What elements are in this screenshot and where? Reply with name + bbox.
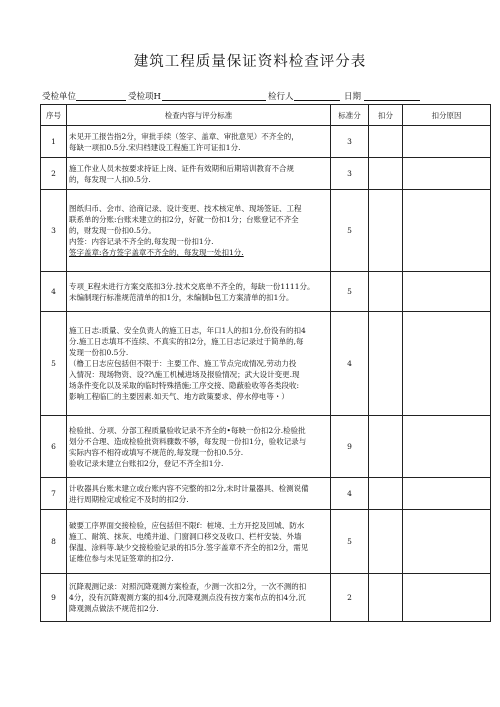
row-reason-cell[interactable] xyxy=(403,312,491,416)
table-row xyxy=(41,510,491,574)
criteria-line: （橹工日志应包括但不限于：主要工作、施工节点完成情况,劳动力投 xyxy=(69,359,297,368)
unit-label: 受检单位 xyxy=(42,92,77,102)
criteria-line: 实际内容不相符或填写不规范的,每发现一份扣0.5分. xyxy=(69,447,244,457)
row-reason-cell[interactable] xyxy=(403,574,491,622)
criteria-line: 的，每发现一人扣0.5分. xyxy=(69,174,151,184)
table-row xyxy=(41,126,491,158)
criteria-line: 的，财发现一份扣0.5分。 xyxy=(69,226,156,235)
row-criteria xyxy=(67,126,331,158)
criteria-line: 入情况：现场物资、设??\施工机械进场及报验情况；武大设计变更.现 xyxy=(69,370,300,379)
criteria-line: 破要工序界面交接检验，应包括但不限f：桩境、土方开挖及回城、防水 xyxy=(69,520,305,530)
row-standard-score: 2 xyxy=(331,574,369,622)
criteria-line: 4分，没有沉降观测方案的扣4分,沉降观测点没有按方案布点的扣4分,沉 xyxy=(69,593,306,602)
table-row xyxy=(41,158,491,190)
row-reason-cell[interactable] xyxy=(403,126,491,158)
criteria-line: 每缺一项扣0.5分.宋归档建设工程施工许可证扣1分. xyxy=(69,142,241,152)
row-number: 7 xyxy=(41,478,67,510)
criteria-line: 进行周期检定或检定不及时的扣2分. xyxy=(69,494,189,504)
criteria-line: 图纸归币、会市、洽商记录、设计变更、技术核定单、现场签证、工程 xyxy=(69,204,302,213)
row-criteria xyxy=(67,190,331,272)
row-number: 4 xyxy=(41,272,67,312)
date-label: 日期 xyxy=(344,92,362,102)
row-number: 3 xyxy=(41,190,67,272)
unit-blank xyxy=(76,100,126,101)
table-header-row xyxy=(41,105,491,126)
criteria-line: 影响工程临匚的主要因素.如天气、地方政策要求、停水停电等・） xyxy=(69,392,289,401)
row-criteria xyxy=(67,312,331,416)
date-blank xyxy=(364,100,420,101)
criteria-line: 施工、耐筑、抹灰、电缆井道、门窗洞口移交及收口、栏杆安装、外墙 xyxy=(69,531,302,541)
inspector-label: 检行人 xyxy=(268,92,294,102)
row-number: 9 xyxy=(41,574,67,622)
row-deduction-cell[interactable] xyxy=(369,126,403,158)
criteria-line: 签字盖章:各方签字盖章不齐全的，每发现一处扣1分. xyxy=(69,248,244,257)
col-header-content: 检查内容与评分标准 xyxy=(67,105,331,126)
row-reason-cell[interactable] xyxy=(403,272,491,312)
criteria-line: 保温、涂料等.缺少交接检验记录的扣5分.签字盖章不齐全的扣2分，需见 xyxy=(69,542,309,552)
row-number: 8 xyxy=(41,510,67,574)
criteria-line: 未见开工报告指2分，审批手续（签字、盖章、审批意见）不齐全的， xyxy=(69,131,299,141)
score-table xyxy=(40,104,491,622)
row-deduction-cell[interactable] xyxy=(369,510,403,574)
row-deduction-cell[interactable] xyxy=(369,190,403,272)
criteria-line: 沉降观测记录：对照沉降观测方案检查，少测一次扣2分，一次不测的扣 xyxy=(69,582,307,591)
row-standard-score: 5 xyxy=(331,190,369,272)
row-number: 6 xyxy=(41,416,67,478)
row-standard-score: 4 xyxy=(331,312,369,416)
criteria-line: 降观测点做法不规范扣2分. xyxy=(69,604,159,613)
project-label: 受检项H xyxy=(128,92,161,102)
row-standard-score: 5 xyxy=(331,272,369,312)
row-reason-cell[interactable] xyxy=(403,190,491,272)
row-deduction-cell[interactable] xyxy=(369,478,403,510)
row-standard-score: 3 xyxy=(331,158,369,190)
row-number: 5 xyxy=(41,312,67,416)
criteria-line: 施工作业人员未按要求持证上岗、证件有效期和后期培训教育不合规 xyxy=(69,163,294,173)
criteria-line: 划分不合理、造成检验批资料骤数不够，每发现一份扣1分，验收记录与 xyxy=(69,436,307,446)
col-header-deduct: 扣分 xyxy=(369,105,403,126)
document-title: 建筑工程质量保证资料检查评分表 xyxy=(133,54,367,70)
row-deduction-cell[interactable] xyxy=(369,574,403,622)
row-number: 2 xyxy=(41,158,67,190)
col-header-no: 序号 xyxy=(41,105,67,126)
row-standard-score: 9 xyxy=(331,416,369,478)
row-number: 1 xyxy=(41,126,67,158)
row-deduction-cell[interactable] xyxy=(369,416,403,478)
row-standard-score: 5 xyxy=(331,510,369,574)
criteria-line: 内签：内容记录不齐全的,每发现一份扣1分. xyxy=(69,237,214,246)
row-standard-score: 3 xyxy=(331,126,369,158)
row-criteria xyxy=(67,478,331,510)
inspector-blank xyxy=(294,100,340,101)
table-row xyxy=(41,190,491,272)
row-standard-score: 4 xyxy=(331,478,369,510)
inspection-header xyxy=(42,90,482,104)
row-reason-cell[interactable] xyxy=(403,478,491,510)
col-header-reason: 扣分原因 xyxy=(403,105,491,126)
col-header-score: 标准分 xyxy=(331,105,369,126)
row-criteria xyxy=(67,574,331,622)
table-row xyxy=(41,574,491,622)
criteria-line: 场条件变化以及采取的临时特殊措施;工序交接、隐蔽验收等各类段收: xyxy=(69,381,300,390)
criteria-line: 施工日志:质量、安全负责人的施工日志，年口1人的扣1分,份没有的扣4 xyxy=(69,326,306,335)
row-reason-cell[interactable] xyxy=(403,416,491,478)
row-criteria xyxy=(67,158,331,190)
criteria-line: 专项_E程未进行方案交底扣3分.技术交底单不齐全的，每缺一份1111分。 xyxy=(69,281,315,291)
row-deduction-cell[interactable] xyxy=(369,272,403,312)
criteria-line: 发现一份扣0.5分. xyxy=(69,348,129,357)
row-reason-cell[interactable] xyxy=(403,158,491,190)
project-blank xyxy=(162,100,266,101)
table-row xyxy=(41,272,491,312)
row-reason-cell[interactable] xyxy=(403,510,491,574)
row-deduction-cell[interactable] xyxy=(369,312,403,416)
criteria-line: 未编制现行标准规范清单的扣1分，未编制b包工方案清单的扣1分。 xyxy=(69,292,294,302)
criteria-line: 分.施工日志填耳不连续、不真实的扣2分，施工日志记录过于简单的,每 xyxy=(69,337,304,346)
criteria-line: 联系单的分账:台账未建立的扣2分，好就一份扣1分；台账登记不齐全 xyxy=(69,215,299,224)
table-row xyxy=(41,416,491,478)
table-row xyxy=(41,478,491,510)
criteria-line: 检验批、分项、分部工程质量验收记录不齐全的•每映一份扣2分.检验批 xyxy=(69,425,306,435)
criteria-line: 验收记录未建立台账扣2分，登记不齐全扣1分. xyxy=(69,458,224,468)
criteria-line: 证维位参与未见证签章的扣2分. xyxy=(69,553,174,563)
table-row xyxy=(41,312,491,416)
row-criteria xyxy=(67,416,331,478)
row-criteria xyxy=(67,272,331,312)
criteria-line: 计收器具台账未建立或台账内容不完整的扣2分,未时计量器具、检测说備 xyxy=(69,483,309,493)
row-criteria xyxy=(67,510,331,574)
row-deduction-cell[interactable] xyxy=(369,158,403,190)
